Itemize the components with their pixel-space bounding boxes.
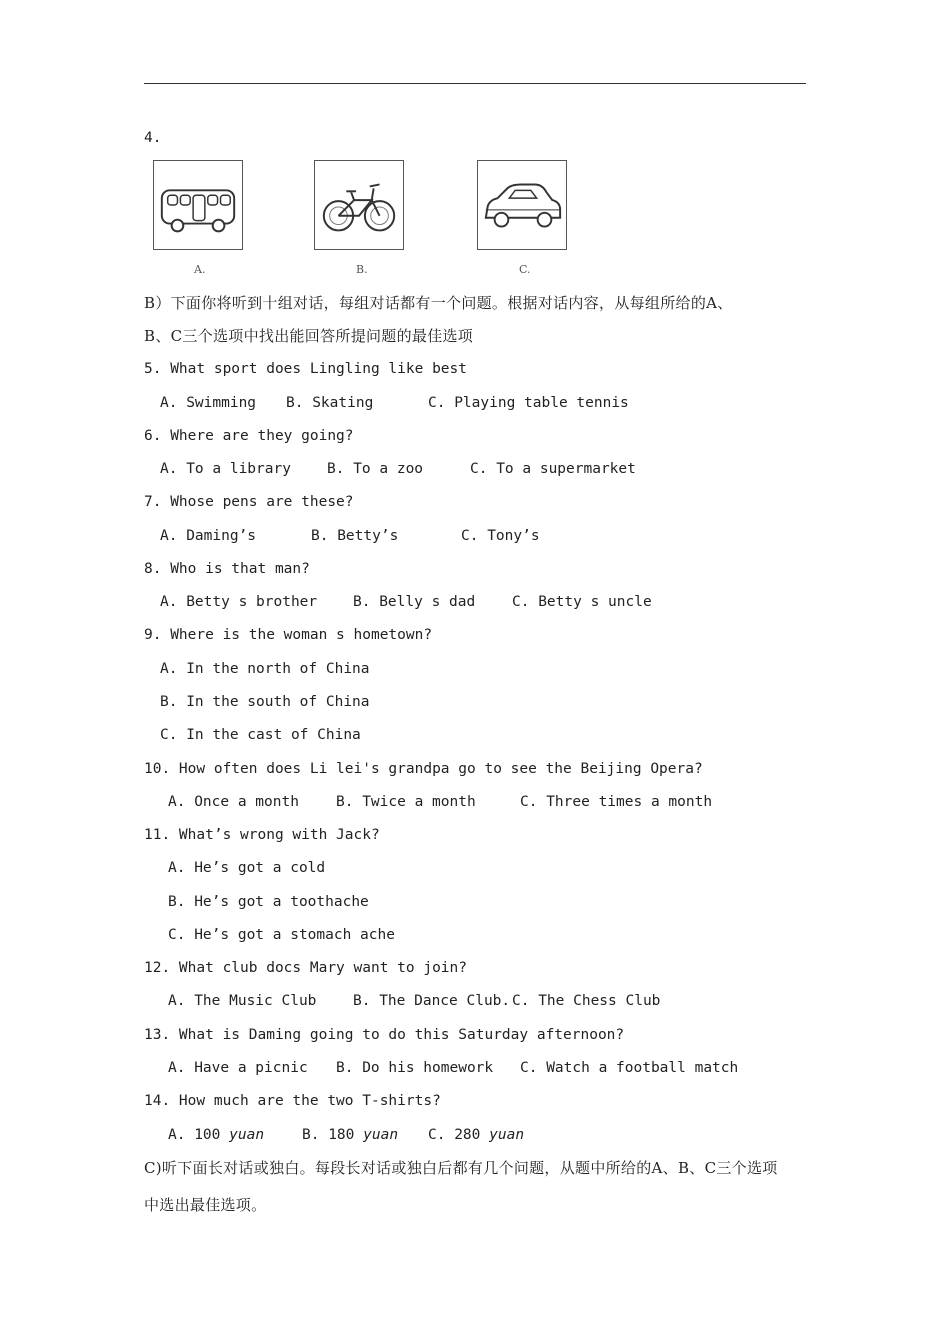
q6-option-b: B. To a zoo (327, 461, 424, 477)
q11-option-c: C. He’s got a stomach ache (168, 927, 395, 943)
car-icon (477, 160, 567, 250)
q9-option-b: B. In the south of China (160, 694, 370, 710)
section-c-instruction-line2: 中选出最佳选项。 (144, 1196, 267, 1214)
section-b-instruction-line2: B、C三个选项中找出能回答所提问题的最佳选项 (144, 327, 474, 345)
q9-option-c: C. In the cast of China (160, 727, 361, 743)
question-7: 7. Whose pens are these? (144, 494, 354, 510)
q11-option-a: A. He’s got a cold (168, 860, 326, 876)
q8-option-c: C. Betty s uncle (512, 594, 652, 610)
q10-option-a: A. Once a month (168, 794, 299, 810)
picture-label-a: A. (194, 263, 206, 276)
question-14: 14. How much are the two T-shirts? (144, 1093, 441, 1109)
q7-option-b: B. Betty’s (311, 528, 399, 544)
q6-option-c: C. To a supermarket (470, 461, 636, 477)
question-8: 8. Who is that man? (144, 561, 310, 577)
q5-option-b: B. Skating (286, 395, 374, 411)
q13-option-b: B. Do his homework (336, 1060, 494, 1076)
question-5: 5. What sport does Lingling like best (144, 361, 468, 377)
q12-option-a: A. The Music Club (168, 993, 317, 1009)
q10-option-b: B. Twice a month (336, 794, 476, 810)
question-6: 6. Where are they going? (144, 428, 354, 444)
q12-option-c: C. The Chess Club (512, 993, 661, 1009)
q5-option-a: A. Swimming (160, 395, 257, 411)
question-13: 13. What is Daming going to do this Saturday afternoon? (144, 1027, 625, 1043)
question-10: 10. How often does Li lei's grandpa go to see the Beijing Opera? (144, 761, 703, 777)
q5-option-c: C. Playing table tennis (428, 395, 629, 411)
picture-label-c: C. (519, 263, 531, 276)
q9-option-a: A. In the north of China (160, 661, 370, 677)
q13-option-a: A. Have a picnic (168, 1060, 308, 1076)
q12-option-b: B. The Dance Club. (353, 993, 511, 1009)
question-11: 11. What’s wrong with Jack? (144, 827, 380, 843)
q14-option-c: C. 280 yuan (428, 1127, 525, 1143)
q7-option-c: C. Tony’s (461, 528, 540, 544)
q14-option-a: A. 100 yuan (168, 1127, 265, 1143)
question-12: 12. What club docs Mary want to join? (144, 960, 468, 976)
q7-option-a: A. Daming’s (160, 528, 257, 544)
picture-label-b: B. (356, 263, 368, 276)
section-c-instruction-line1: C)听下面长对话或独白。每段长对话或独白后都有几个问题，从题中所给的A、B、C三个选项 (144, 1159, 778, 1177)
question-4-number: 4. (144, 130, 162, 146)
q6-option-a: A. To a library (160, 461, 291, 477)
question-9: 9. Where is the woman s hometown? (144, 627, 433, 643)
q10-option-c: C. Three times a month (520, 794, 713, 810)
q8-option-a: A. Betty s brother (160, 594, 318, 610)
q11-option-b: B. He’s got a toothache (168, 894, 369, 910)
bicycle-icon (314, 160, 404, 250)
q8-option-b: B. Belly s dad (353, 594, 476, 610)
bus-icon (153, 160, 243, 250)
q13-option-c: C. Watch a football match (520, 1060, 739, 1076)
section-b-instruction-line1: B）下面你将听到十组对话，每组对话都有一个问题。根据对话内容，从每组所给的A、 (144, 294, 733, 312)
header-rule (144, 83, 806, 84)
q14-option-b: B. 180 yuan (302, 1127, 399, 1143)
